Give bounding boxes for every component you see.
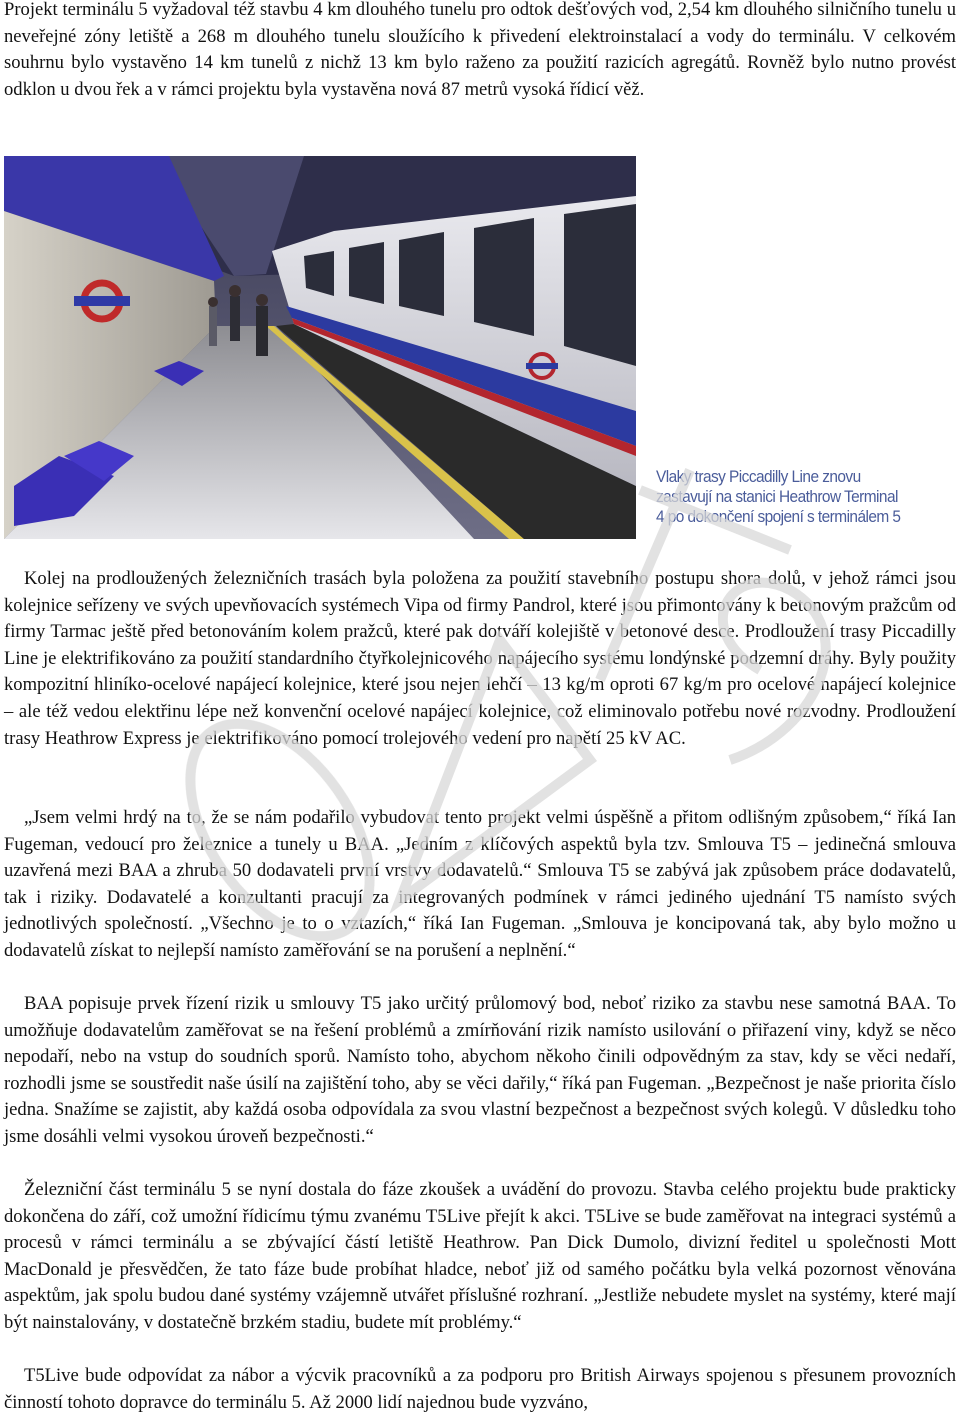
underground-platform-image [4,156,636,539]
caption-line-1: Vlaky trasy Piccadilly Line znovu [656,467,861,486]
photo-caption [656,467,935,527]
paragraph-track-electrification: Kolej na prodloužených železničních trasách byla položena za použití stavebního postupu shora dolů, v jehož rámci jsou kolejnice seřízeny ve svých upevňovacích systémech Vipa od firmy Pandrol, které jsou přimontovány k betonovým pražcům od firmy Tarmac ještě před betonováním kolem pražců, které pak dotváří kolejiště v betonové desce. Prodloužení trasy Piccadilly Line je elektrifikováno za použití standardního čtyřkolejnicového napájecího systému londýnské podzemní dráhy. Byly použity kompozitní hliníko-ocelové napájecí kolejnice, které jsou nejen lehčí – 13 kg/m oproti 67 kg/m pro ocelové napájecí kolejnice – ale též vedou elektřinu lépe než konvenční ocelové napájecí kolejnice, což eliminovalo potřebu nové rozvodny. Prodloužení trasy Heathrow Express je elektrifikováno pomocí trolejového vedení pro napětí 25 kV AC. [4,568,956,749]
caption-line-3: 4 po dokončení spojení s terminálem 5 [656,507,901,526]
paragraph-risk-management: BAA popisuje prvek řízení rizik u smlouvy T5 jako určitý průlomový bod, neboť riziko za stavbu nese samotná BAA. To umožňuje dodavatelům zaměřovat se na řešení problémů a zmírňování rizik namísto usilování o přiřazení viny, když se něco nepodaří, nebo na vstup do soudních sporů. Namísto toho, abychom někoho činili odpovědným za stav, kdy se věci nedaří, rozhodli jsme se soustředit naše úsilí na zajištění toho, aby se věci dařily,“ říká pan Fugeman. „Bezpečnost je naše priorita číslo jedna. Snažíme se zajistit, aby každá osoba odpovídala za svou vlastní bezpečnost a bezpečnost svých kolegů. V důsledku toho jsme dosáhli velmi vysokou úroveň bezpečnosti.“ [4,993,956,1147]
paragraph-tunnels: Projekt terminálu 5 vyžadoval též stavbu 4 km dlouhého tunelu pro odtok dešťových vod, 2,54 km dlouhého silničního tunelu u neveřejné zóny letiště a 268 m dlouhého tunelu sloužícího k přivedení elektroinstalací a vody do terminálu. V celkovém souhrnu bylo vystavěno 14 km tunelů z nichž 13 km bylo raženo za použití razicích agregátů. Rovněž bylo nutno provést odklon u dvou řek a v rámci projektu byla vystavěna nová 87 metrů vysoká řídicí věž. [4,0,956,100]
paragraph-t5live: T5Live bude odpovídat za nábor a výcvik pracovníků a za podporu pro British Airways spojenou s přesunem provozních činností tohoto dopravce do terminálu 5. Až 2000 lidí najednou bude vyzváno, [4,1365,956,1413]
caption-line-2: zastavují na stanici Heathrow Terminal [656,487,898,506]
paragraph-fugeman-quote: „Jsem velmi hrdý na to, že se nám podařilo vybudovat tento projekt velmi úspěšně a přitom odlišným způsobem,“ říká Ian Fugeman, vedoucí pro železnice a tunely u BAA. „Jedním z klíčových aspektů byla tzv. Smlouva T5 – jedinečná smlouva uzavřená mezi BAA a zhruba 50 dodavateli první vrstvy dodavatelů.“ Smlouva T5 se zabývá jak způsobem práce dodavatelů, tak i riziky. Dodavatelé a konzultanti pracují za integrovaných podmínek v rámci jediného ujednání T5 namísto svých jednotlivých společností. „Všechno je to o vztazích,“ říká Ian Fugeman. „Smlouva je koncipovaná tak, aby bylo možno u dodavatelů získat to nejlepší namísto zaměřování se na porušení a neplnění.“ [4,807,956,961]
paragraph-testing-phase: Železniční část terminálu 5 se nyní dostala do fáze zkoušek a uvádění do provozu. Stavba celého projektu bude prakticky dokončena do září, což umožní řídicímu týmu zvanému T5Live přejít k akci. T5Live se bude zaměřovat na integraci systémů a procesů v rámci terminálu a se zbývající částí letiště Heathrow. Pan Dick Dumolo, divizní ředitel u společnosti Mott MacDonald je přesvědčen, že tato fáze bude probíhat hladce, neboť již od samého počátku byla velká pozornost věnována aspektům, jak spolu budou dané systémy vzájemně utvářet příslušné rozhraní. „Jestliže nebudete myslet na systémy, které mají být nainstalovány, v dostatečně brzkém stadiu, budete mít problémy.“ [4,1179,956,1333]
station-photo [4,156,636,539]
